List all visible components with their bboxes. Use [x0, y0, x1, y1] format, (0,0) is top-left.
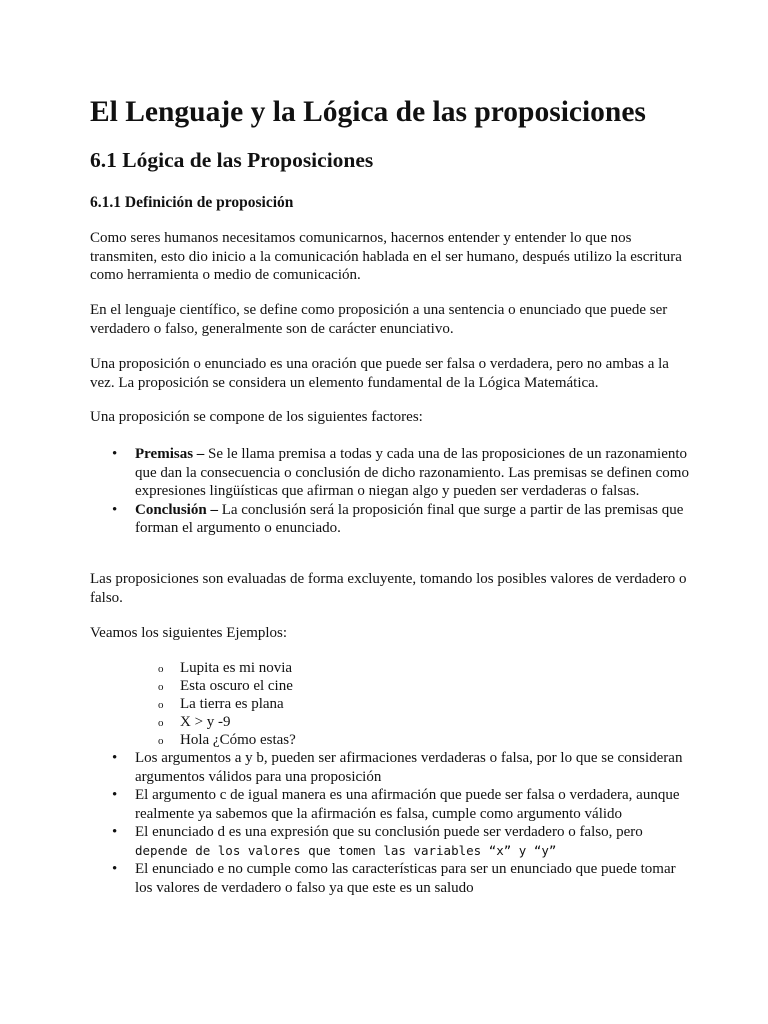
term-premisas: Premisas – — [135, 446, 205, 462]
factors-list — [90, 445, 690, 538]
item4-text: El enunciado e no cumple como las características para ser un enunciado que puede — [135, 861, 641, 877]
list-item: o La tierra es plana — [90, 695, 690, 713]
item3-mono-text: depende de los valores que tomen las variables “x” y “y” — [135, 842, 557, 858]
list-item: o Hola ¿Cómo estas? — [90, 731, 690, 749]
list-item — [90, 860, 690, 897]
paragraph-evaluation: Las proposiciones son evaluadas de forma excluyente, tomando los posibles valores de verdadero o falso. — [90, 571, 687, 606]
document-title: El Lenguaje y la Lógica de las proposiciones — [90, 96, 646, 128]
paragraph-proposition: Una proposición o enunciado es una oración que puede ser falsa o verdadera, pero no ambas a la vez. La proposición se considera un elemento fundamental de la Lógica Matemática. — [90, 356, 669, 391]
list-item: o Esta oscuro el cine — [90, 677, 690, 695]
list-item — [90, 501, 690, 538]
item3-text: El enunciado d es una expresión que su conclusión puede ser verdadero o falso, pero — [135, 824, 643, 840]
section-heading: 6.1 Lógica de las Proposiciones — [90, 148, 374, 172]
paragraph-factors-intro: Una proposición se compone de los siguientes factores: — [90, 409, 423, 425]
list-item: • El argumento c de igual manera es una afirmación que puede ser falsa o verdadera, aunque realmente ya sabemos que la afirmación es falsa, cumple como argumento válido — [90, 786, 690, 823]
paragraph-definition: En el lenguaje científico, se define como proposición a una sentencia o enunciado que puede ser verdadero o falso, generalmente son de carácter enunciativo. — [90, 302, 668, 337]
subsection-heading: 6.1.1 Definición de proposición — [90, 194, 294, 211]
list-item: • Los argumentos a y b, pueden ser afirmaciones verdaderas o falsa, por lo que se consideran argumentos válidos para una proposición — [90, 749, 690, 786]
examples-list — [90, 659, 690, 749]
premisas-text: Se le llama premisa a todas y cada una de las proposiciones de un razonamiento que dan la consecuencia o conclusión de dicho razonamiento. Las premisas se definen como expresiones lingüísticas que afirman o niegan algo y pueden ser verdaderas o falsas. — [135, 446, 689, 499]
item4-text-end: tomar los valores de verdadero o falso ya que este es un saludo — [135, 861, 676, 896]
list-item — [90, 445, 690, 501]
paragraph-intro: Como seres humanos necesitamos comunicarnos, hacernos entender y entender lo que nos transmiten, esto dio inicio a la comunicación hablada en el ser humano, después utilizo la escritura como herramienta o medio de comunicación. — [90, 230, 682, 283]
list-item: o X > y -9 — [90, 713, 690, 731]
list-item — [90, 823, 690, 860]
conclusion-text: La conclusión será la proposición final que surge a partir de las premisas que forman el argumento o enunciado. — [135, 501, 684, 536]
list-item: o Lupita es mi novia — [90, 659, 690, 677]
paragraph-examples-intro: Veamos los siguientes Ejemplos: — [90, 625, 288, 641]
analysis-list — [90, 749, 690, 897]
term-conclusion: Conclusión – — [135, 501, 218, 518]
